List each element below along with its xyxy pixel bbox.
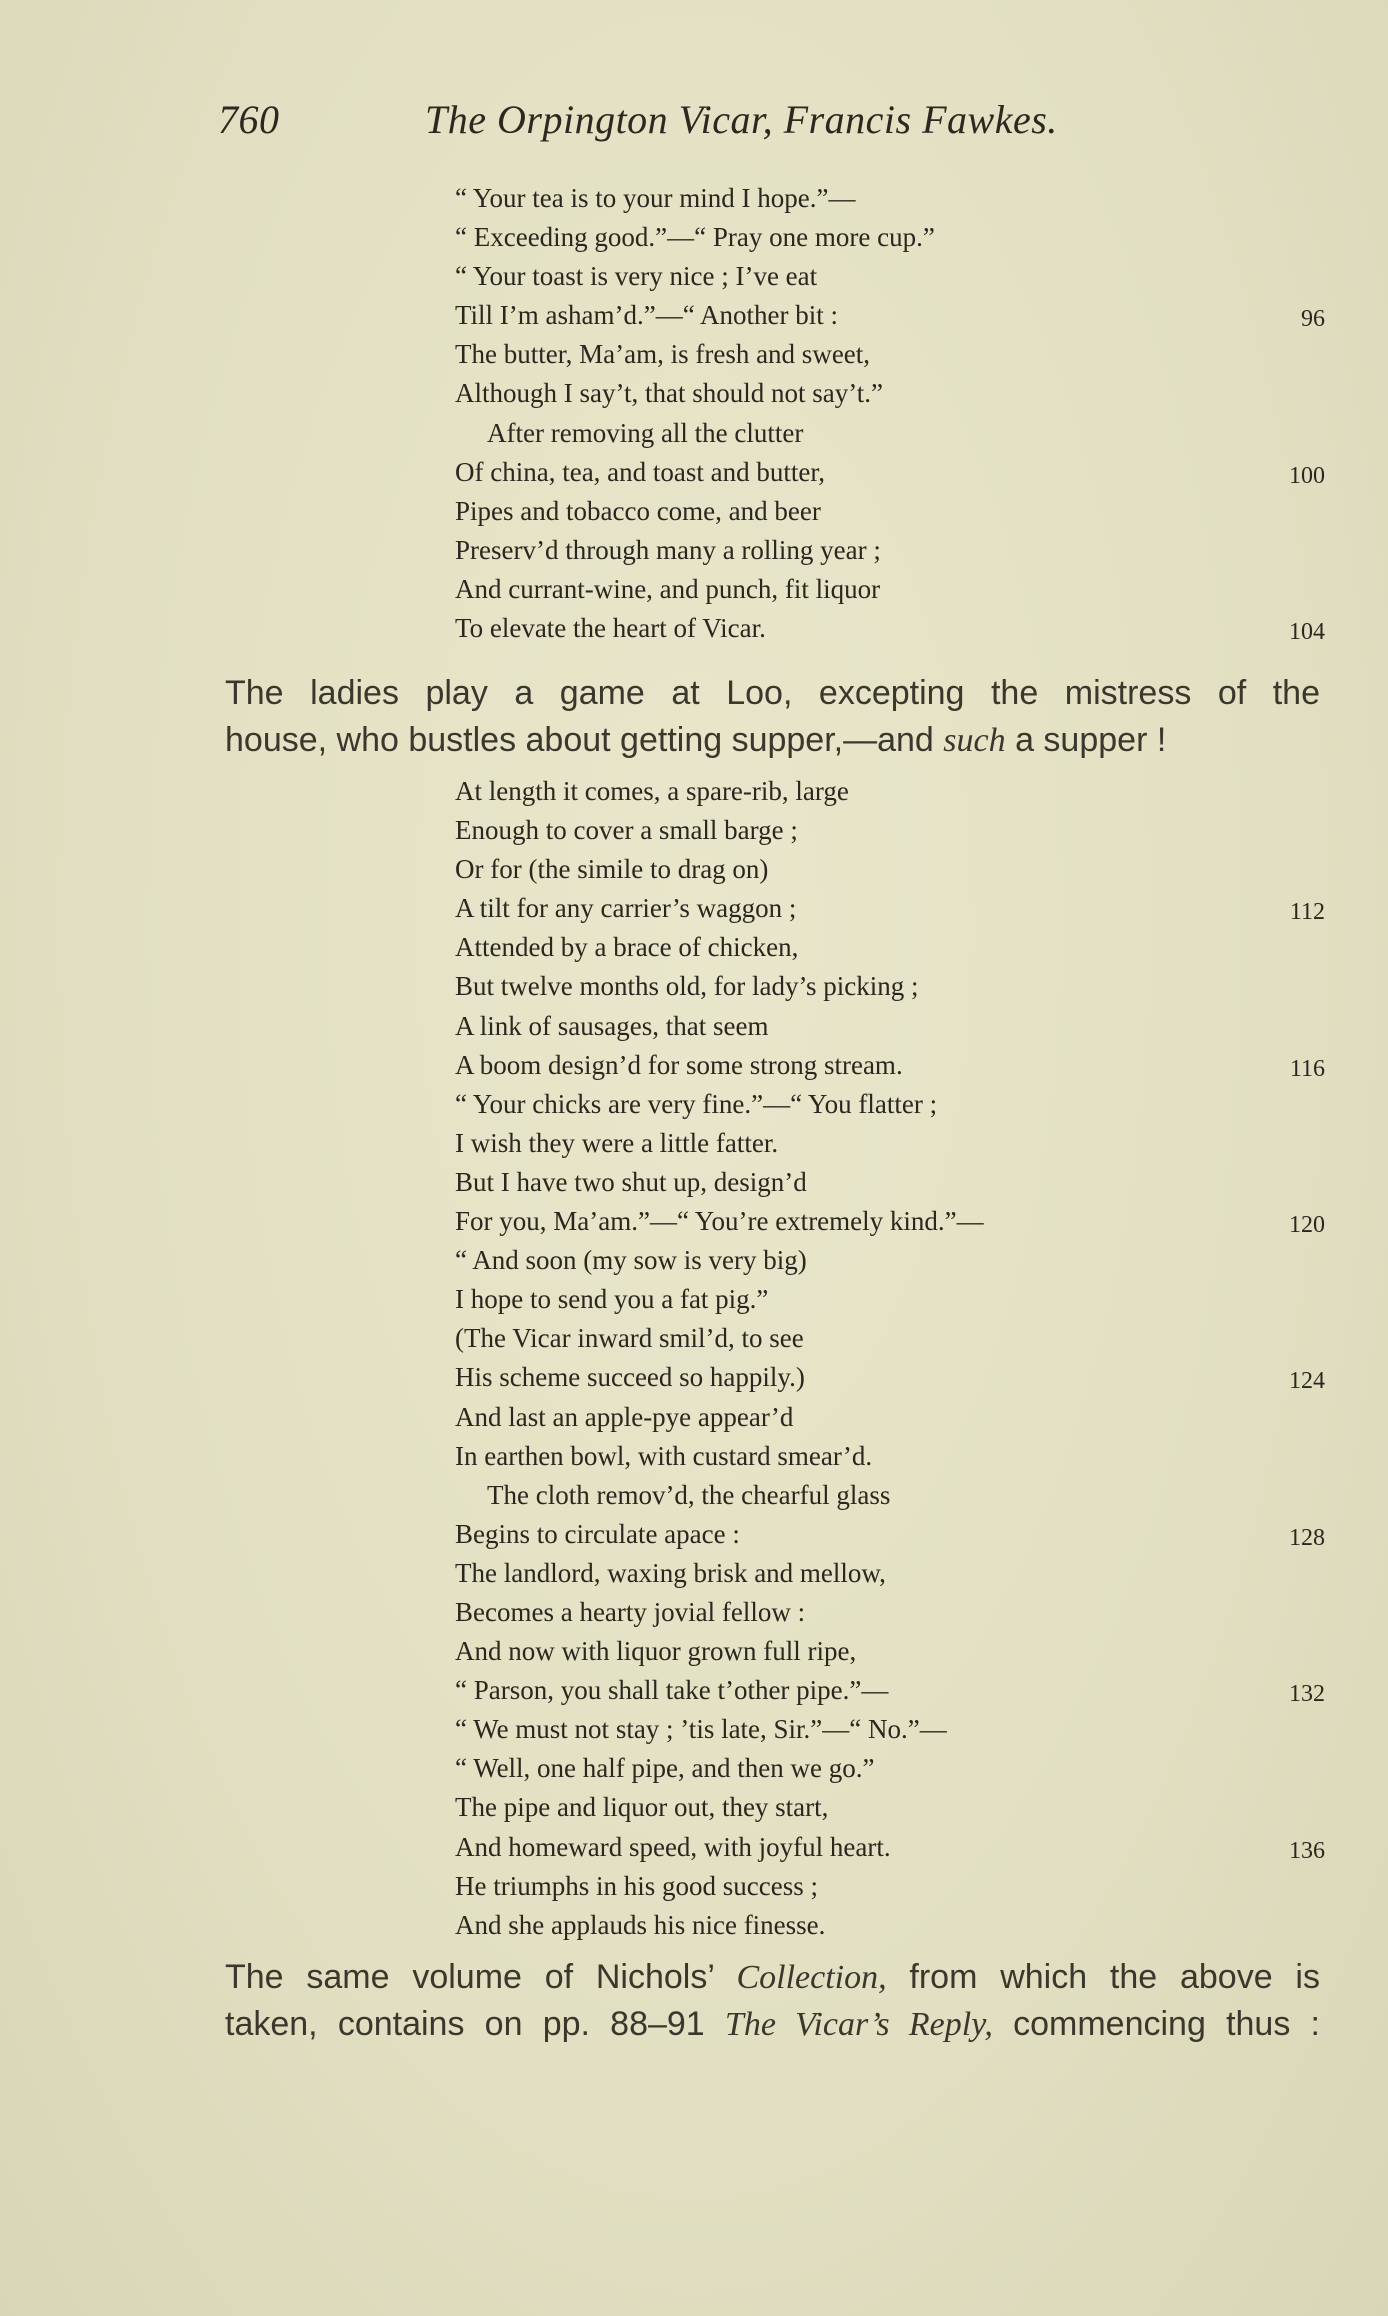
line-number: 104 [1289,619,1325,646]
verse-text: Becomes a hearty jovial fellow : [455,1596,806,1627]
line-number: 132 [1289,1681,1325,1708]
verse-line [455,889,1325,928]
verse-text: Enough to cover a small barge ; [455,815,798,846]
prose-line [225,2001,1320,2048]
prose-text: from which the above is [886,1958,1320,1996]
verse-line [455,967,1325,1006]
verse-text: Preserv’d through many a rolling year ; [455,534,881,565]
verse-line [455,1593,1325,1632]
verse-text: Pipes and tobacco come, and beer [455,495,821,526]
verse-text: “ Your toast is very nice ; I’ve eat [455,261,818,292]
verse-text: At length it comes, a spare-rib, large [455,776,849,806]
prose-paragraph-2 [225,1954,1320,2048]
verse-line [455,1319,1325,1358]
prose-text: a supper ! [1005,721,1167,759]
verse-line [455,414,1325,453]
verse-line [455,1476,1325,1515]
prose-line: The ladies play a game at Loo, excepting the mistress of the [225,674,1320,712]
verse-line [455,1280,1325,1319]
verse-text: I wish they were a little fatter. [455,1127,779,1158]
verse-line [455,1710,1325,1749]
line-number: 116 [1289,1055,1325,1082]
verse-text: And now with liquor grown full ripe, [455,1636,857,1667]
verse-line [455,928,1325,967]
prose-text: house, who bustles about getting supper,—and [225,721,944,759]
verse-text: A tilt for any carrier’s waggon ; [455,893,797,924]
verse-line [455,1788,1325,1827]
verse-line [455,1046,1325,1085]
verse-text: “ Parson, you shall take t’other pipe.”— [455,1675,889,1706]
prose-text: taken, contains on pp. 88–91 [225,2005,725,2043]
verse-line [455,374,1325,413]
prose-line [225,717,1320,764]
verse-line [455,1007,1325,1046]
verse-line [455,1437,1325,1476]
verse-text: Or for (the simile to drag on) [455,854,769,885]
verse-line [455,1515,1325,1554]
verse-text: But I have two shut up, design’d [455,1166,807,1197]
verse-line [455,1906,1325,1945]
page-number: 760 [218,97,280,142]
verse-block-1 [455,179,1325,648]
verse-line [455,1632,1325,1671]
verse-line [455,257,1325,296]
verse-text: A boom design’d for some strong stream. [455,1049,903,1080]
verse-text: The pipe and liquor out, they start, [455,1792,829,1823]
verse-text: But twelve months old, for lady’s picking ; [455,971,919,1002]
verse-line [455,850,1325,889]
verse-line [455,772,1325,811]
verse-text: “ Your chicks are very fine.”—“ You flatter ; [455,1088,938,1119]
verse-text: “ Your tea is to your mind I hope.”— [455,183,856,213]
verse-line [455,335,1325,374]
verse-line [455,1202,1325,1241]
verse-line [455,1671,1325,1710]
verse-line [455,570,1325,609]
line-number: 124 [1289,1368,1325,1395]
verse-text: Attended by a brace of chicken, [455,932,799,963]
verse-text: (The Vicar inward smil’d, to see [455,1323,804,1354]
verse-text: The landlord, waxing brisk and mellow, [455,1557,886,1588]
verse-line [455,1241,1325,1280]
verse-line [455,453,1325,492]
verse-line [455,1085,1325,1124]
prose-italic: The Vicar’s Reply, [724,2006,993,2043]
verse-text: The butter, Ma’am, is fresh and sweet, [455,339,871,370]
verse-text: The cloth remov’d, the chearful glass [487,1479,891,1510]
verse-text: “ Well, one half pipe, and then we go.” [455,1753,875,1784]
verse-line [455,1554,1325,1593]
line-number: 100 [1289,462,1325,489]
verse-text: And currant-wine, and punch, fit liquor [455,573,881,604]
verse-text: “ Exceeding good.”—“ Pray one more cup.” [455,222,935,253]
verse-line [455,179,1325,218]
prose-text: The same volume of Nichols’ [225,1958,737,1996]
prose-italic: Collection, [736,1959,887,1996]
running-title: The Orpington Vicar, Francis Fawkes. [425,97,1058,142]
verse-text: After removing all the clutter [487,417,804,448]
verse-line [455,1398,1325,1437]
verse-line [455,492,1325,531]
verse-text: And she applauds his nice finesse. [455,1909,826,1940]
prose-italic: such [943,722,1006,759]
prose-text: commencing thus : [992,2005,1320,2043]
verse-line [455,1749,1325,1788]
line-number: 128 [1289,1524,1325,1551]
verse-line [455,296,1325,335]
verse-text: Although I say’t, that should not say’t.” [455,378,883,409]
verse-text: Till I’m asham’d.”—“ Another bit : [455,300,838,331]
verse-line [455,218,1325,257]
verse-line [455,1124,1325,1163]
verse-line [455,609,1325,648]
verse-text: Begins to circulate apace : [455,1518,740,1549]
verse-line [455,1163,1325,1202]
page-header [218,90,1218,150]
verse-text: He triumphs in his good success ; [455,1870,818,1901]
verse-line [455,1867,1325,1906]
verse-text: For you, Ma’am.”—“ You’re extremely kind.”— [455,1206,984,1237]
verse-block-2 [455,772,1325,1945]
verse-text: His scheme succeed so happily.) [455,1362,805,1393]
verse-text: A link of sausages, that seem [455,1010,769,1041]
line-number: 112 [1289,899,1325,926]
prose-paragraph-1 [225,670,1320,764]
verse-line [455,1358,1325,1397]
verse-text: “ We must not stay ; ’tis late, Sir.”—“ No.”— [455,1714,947,1745]
verse-text: And homeward speed, with joyful heart. [455,1831,891,1862]
verse-text: I hope to send you a fat pig.” [455,1284,769,1315]
verse-text: And last an apple-pye appear’d [455,1401,794,1432]
verse-text: To elevate the heart of Vicar. [455,613,766,644]
verse-line [455,531,1325,570]
line-number: 96 [1301,306,1325,333]
verse-text: Of china, tea, and toast and butter, [455,456,826,487]
verse-text: “ And soon (my sow is very big) [455,1245,807,1276]
line-number: 120 [1289,1212,1325,1239]
line-number: 136 [1289,1837,1325,1864]
verse-line [455,1828,1325,1867]
verse-text: In earthen bowl, with custard smear’d. [455,1440,873,1471]
verse-line [455,811,1325,850]
prose-line [225,1954,1320,2001]
